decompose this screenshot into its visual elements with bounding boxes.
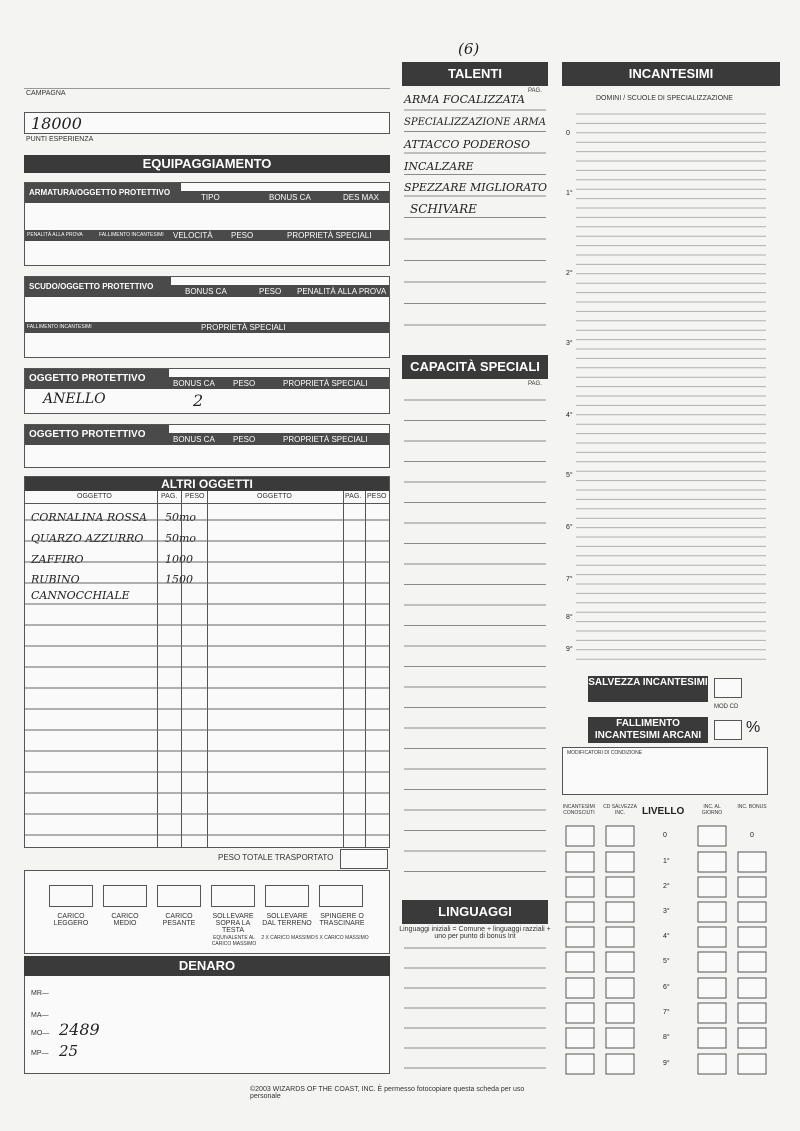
armor-col-peso: PESO: [231, 231, 254, 240]
row-level-8: 8°: [663, 1034, 670, 1041]
spell-bonus-box[interactable]: [738, 1054, 766, 1074]
spell-bonus-box[interactable]: [738, 877, 766, 897]
col-cd: CD SALVEZZA INC.: [603, 804, 637, 816]
item-row-2-name: QUARZO AZZURRO: [31, 532, 144, 545]
load-label-5: SOLLEVARE DAL TERRENO: [262, 913, 312, 927]
spell-bonus-box[interactable]: [738, 952, 766, 972]
col-per-day: INC. AL GIORNO: [701, 804, 723, 816]
spell-cd-box[interactable]: [606, 978, 634, 998]
talent-4: INCALZARE: [404, 160, 474, 173]
spell-level-0: 0: [566, 130, 570, 137]
item1-col-bonus: BONUS CA: [173, 379, 215, 388]
bonus-zero: 0: [750, 832, 754, 839]
item2-col-peso: PESO: [233, 435, 256, 444]
row-level-7: 7°: [663, 1009, 670, 1016]
spell-level-6: 6°: [566, 524, 573, 531]
item-row-1-name: CORNALINA ROSSA: [31, 511, 148, 524]
row-level-4: 4°: [663, 933, 670, 940]
item2-title: OGGETTO PROTETTIVO: [25, 425, 169, 445]
percent-sign: %: [746, 719, 761, 736]
spell-known-box[interactable]: [566, 1028, 594, 1048]
campaign-label: CAMPAGNA: [26, 90, 66, 97]
spell-known-box[interactable]: [566, 826, 594, 846]
item1-name: ANELLO: [43, 391, 106, 407]
top-note: (6): [458, 40, 480, 58]
talent-5: SPEZZARE MIGLIORATO: [404, 181, 548, 194]
item1-title: OGGETTO PROTETTIVO: [25, 369, 169, 389]
item-row-5-name: CANNOCCHIALE: [31, 589, 130, 602]
total-weight-label: PESO TOTALE TRASPORTATO: [218, 853, 334, 862]
spell-known-box[interactable]: [566, 877, 594, 897]
shield-col-peso: PESO: [259, 287, 282, 296]
armor-col-penalita: PENALITÀ ALLA PROVA: [27, 232, 83, 238]
load-note-3: 5 X CARICO MASSIMO: [315, 935, 369, 941]
talent-2: SPECIALIZZAZIONE ARMA: [404, 117, 546, 128]
spell-bonus-box[interactable]: [738, 1003, 766, 1023]
spell-bonus-box[interactable]: [738, 852, 766, 872]
money-title: DENARO: [24, 956, 390, 976]
equipment-title: EQUIPAGGIAMENTO: [24, 155, 390, 173]
money-mp-value: 25: [59, 1042, 79, 1060]
spell-level-2: 2°: [566, 270, 573, 277]
spell-per-day-box[interactable]: [698, 952, 726, 972]
col-bonus: INC. BONUS: [737, 804, 767, 810]
spell-known-box[interactable]: [566, 927, 594, 947]
spell-known-box[interactable]: [566, 1054, 594, 1074]
spell-level-9: 9°: [566, 646, 573, 653]
item-row-2-weight: 50mo: [165, 532, 197, 545]
spell-per-day-box[interactable]: [698, 902, 726, 922]
row-level-3: 3°: [663, 908, 670, 915]
load-note-2: 2 X CARICO MASSIMO: [261, 935, 315, 941]
spell-save-title: SALVEZZA INCANTESIMI: [588, 676, 708, 702]
spell-level-4: 4°: [566, 412, 573, 419]
spell-bonus-box[interactable]: [738, 902, 766, 922]
col-known: INCANTESIMI CONOSCIUTI: [562, 804, 596, 816]
col-pag-2: PAG.: [345, 493, 362, 500]
item2-col-proprieta: PROPRIETÀ SPECIALI: [283, 435, 368, 444]
spell-level-8: 8°: [566, 614, 573, 621]
languages-title: LINGUAGGI: [402, 900, 548, 924]
item-row-3-weight: 1000: [165, 553, 193, 566]
spell-cd-box[interactable]: [606, 877, 634, 897]
col-peso-2: PESO: [367, 493, 387, 500]
shield-col-penalita: PENALITÀ ALLA PROVA: [297, 287, 387, 296]
col-level: LIVELLO: [642, 806, 685, 817]
item-row-4-weight: 1500: [165, 573, 193, 586]
col-pag-1: PAG.: [161, 493, 178, 500]
row-level-5: 5°: [663, 958, 670, 965]
spell-bonus-box[interactable]: [738, 978, 766, 998]
talent-3: ATTACCO PODEROSO: [404, 138, 531, 151]
mod-cd-label: MOD CD: [714, 704, 739, 710]
spell-cd-box[interactable]: [606, 826, 634, 846]
spell-per-day-box[interactable]: [698, 826, 726, 846]
col-peso-1: PESO: [185, 493, 205, 500]
languages-note: Linguaggi iniziali = Comune + linguaggi razziali + uno per punto di bonus Int: [399, 926, 551, 940]
spell-cd-box[interactable]: [606, 952, 634, 972]
spell-known-box[interactable]: [566, 852, 594, 872]
talents-pag: PAG.: [528, 88, 542, 94]
spell-cd-box[interactable]: [606, 852, 634, 872]
spell-per-day-box[interactable]: [698, 1003, 726, 1023]
row-level-0: 0: [663, 832, 667, 839]
spell-level-7: 7°: [566, 576, 573, 583]
spell-per-day-box[interactable]: [698, 978, 726, 998]
spell-cd-box[interactable]: [606, 1054, 634, 1074]
spell-per-day-box[interactable]: [698, 1028, 726, 1048]
load-note-1: EQUIVALENTE AL CARICO MASSIMO: [211, 935, 257, 947]
spell-cd-box[interactable]: [606, 927, 634, 947]
special-pag: PAG.: [528, 381, 542, 387]
spell-level-1: 1°: [566, 190, 573, 197]
load-label-1: CARICO LEGGERO: [53, 913, 89, 927]
item1-col-peso: PESO: [233, 379, 256, 388]
footer-copyright: ©2003 WIZARDS OF THE COAST, INC. È permesso fotocopiare questa scheda per uso personale: [250, 1086, 525, 1100]
armor-col-velocita: VELOCITÀ: [173, 231, 213, 240]
row-level-9: 9°: [663, 1060, 670, 1067]
talent-1: ARMA FOCALIZZATA: [404, 93, 525, 106]
spell-bonus-box[interactable]: [738, 927, 766, 947]
armor-col-bonus: BONUS CA: [269, 193, 311, 202]
spell-per-day-box[interactable]: [698, 927, 726, 947]
spell-per-day-box[interactable]: [698, 1054, 726, 1074]
special-title: CAPACITÀ SPECIALI: [402, 355, 548, 379]
shield-title: SCUDO/OGGETTO PROTETTIVO: [25, 277, 171, 297]
item1-col-proprieta: PROPRIETÀ SPECIALI: [283, 379, 368, 388]
load-label-3: CARICO PESANTE: [162, 913, 196, 927]
col-oggetto-2: OGGETTO: [257, 493, 292, 500]
talents-title: TALENTI: [402, 62, 548, 86]
load-label-2: CARICO MEDIO: [111, 913, 139, 927]
armor-col-desmax: DES MAX: [343, 193, 380, 202]
shield-col-proprieta: PROPRIETÀ SPECIALI: [201, 323, 286, 332]
row-level-6: 6°: [663, 984, 670, 991]
spell-cd-box[interactable]: [606, 1003, 634, 1023]
xp-label: PUNTI ESPERIENZA: [26, 136, 94, 143]
armor-col-proprieta: PROPRIETÀ SPECIALI: [287, 231, 372, 240]
armor-col-fallimento: FALLIMENTO INCANTESIMI: [99, 232, 164, 238]
money-ma-label: MA—: [31, 1012, 49, 1019]
other-items-title: ALTRI OGGETTI: [25, 477, 389, 491]
item2-col-bonus: BONUS CA: [173, 435, 215, 444]
load-label-4: SOLLEVARE SOPRA LA TESTA: [212, 913, 254, 934]
spells-domains: DOMINI / SCUOLE DI SPECIALIZZAZIONE: [596, 95, 733, 102]
spell-known-box[interactable]: [566, 952, 594, 972]
row-level-2: 2°: [663, 883, 670, 890]
col-oggetto-1: OGGETTO: [77, 493, 112, 500]
arcane-fail-title: FALLIMENTO INCANTESIMI ARCANI: [588, 717, 708, 743]
xp-value: 18000: [31, 114, 82, 133]
shield-col-bonus: BONUS CA: [185, 287, 227, 296]
spell-level-5: 5°: [566, 472, 573, 479]
item-row-3-name: ZAFFIRO: [31, 553, 84, 566]
shield-col-fallimento: FALLIMENTO INCANTESIMI: [27, 324, 92, 330]
money-mo-label: MO—: [31, 1030, 50, 1037]
armor-title: ARMATURA/OGGETTO PROTETTIVO: [25, 183, 181, 203]
spells-title: INCANTESIMI: [562, 62, 780, 86]
spell-known-box[interactable]: [566, 1003, 594, 1023]
money-mr-label: MR—: [31, 990, 49, 997]
spell-cd-box[interactable]: [606, 1028, 634, 1048]
armor-col-tipo: TIPO: [201, 193, 220, 202]
spell-known-box[interactable]: [566, 902, 594, 922]
item1-bonus: 2: [193, 391, 204, 410]
item-row-1-weight: 50mo: [165, 511, 197, 524]
spell-bonus-box[interactable]: [738, 1028, 766, 1048]
money-mp-label: MP—: [31, 1050, 49, 1057]
spell-cd-box[interactable]: [606, 902, 634, 922]
item-row-4-name: RUBINO: [31, 573, 80, 586]
talent-6: SCHIVARE: [410, 202, 477, 216]
conditional-label: MODIFICATORI DI CONDIZIONE: [567, 750, 643, 756]
spell-known-box[interactable]: [566, 978, 594, 998]
load-label-6: SPINGERE O TRASCINARE: [319, 913, 365, 927]
spell-per-day-box[interactable]: [698, 877, 726, 897]
spell-per-day-box[interactable]: [698, 852, 726, 872]
money-mo-value: 2489: [59, 1020, 100, 1039]
spell-level-3: 3°: [566, 340, 573, 347]
row-level-1: 1°: [663, 858, 670, 865]
